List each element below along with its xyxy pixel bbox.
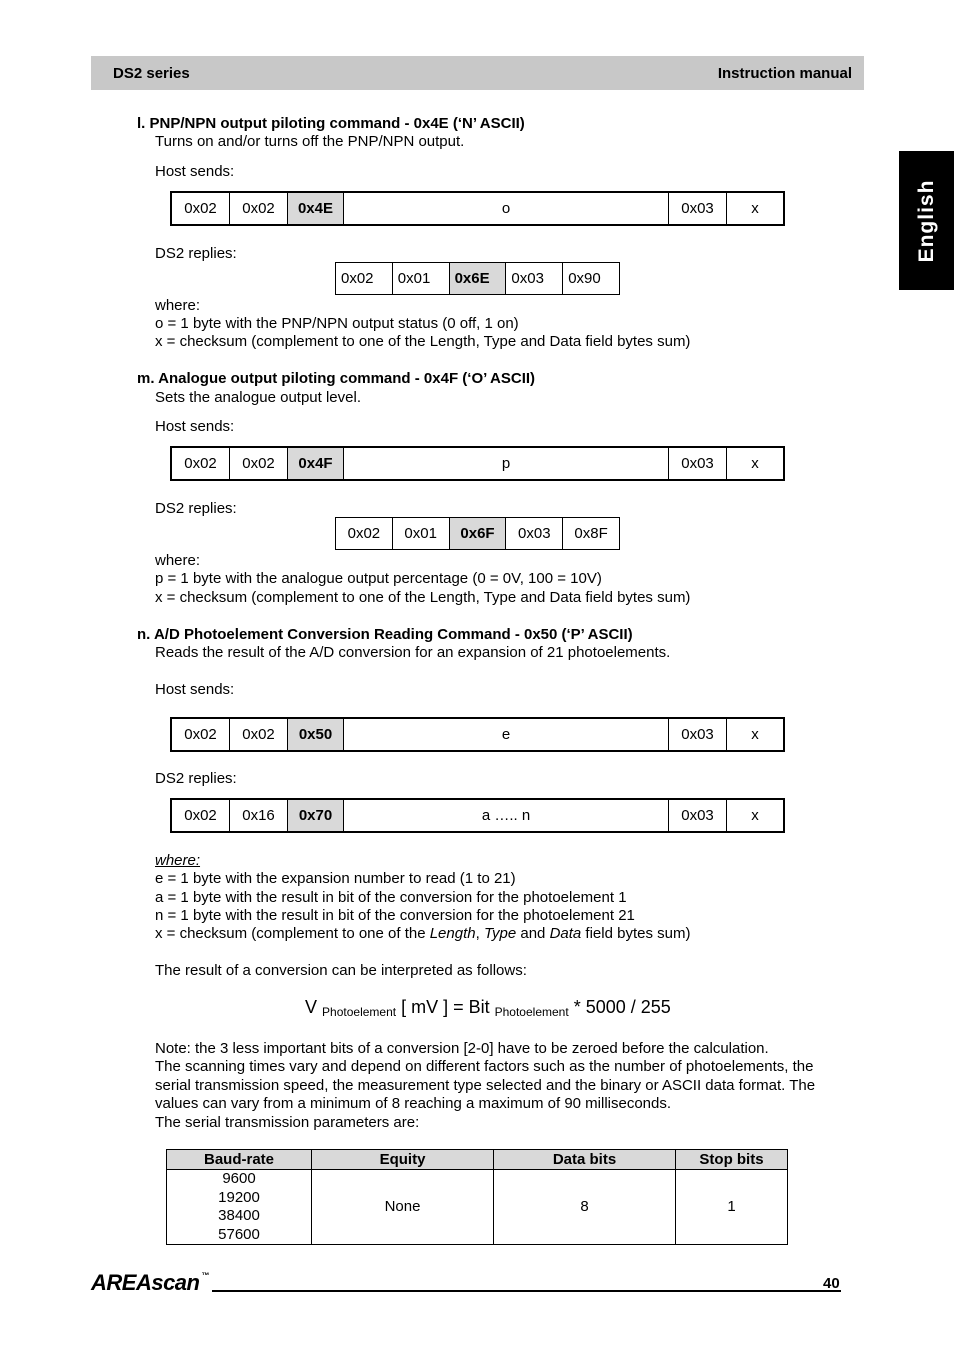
frame-byte: 0x16 bbox=[230, 799, 288, 832]
section-m-line: x = checksum (complement to one of the Length, Type and Data field bytes sum) bbox=[155, 589, 691, 606]
frame-checksum: x bbox=[727, 718, 785, 751]
section-l-title: l. PNP/NPN output piloting command - 0x4E (‘N’ ASCII) bbox=[137, 115, 525, 132]
serial-parameters-table bbox=[166, 1149, 788, 1245]
note-line: The serial transmission parameters are: bbox=[155, 1114, 420, 1131]
frame-data-field: e bbox=[344, 718, 669, 751]
section-m-line: p = 1 byte with the analogue output percentage (0 = 0V, 100 = 10V) bbox=[155, 570, 602, 587]
frame-byte: 0x02 bbox=[230, 447, 288, 480]
frame-byte: 0x01 bbox=[392, 518, 449, 550]
equity-cell: None bbox=[312, 1170, 494, 1245]
frame-byte: 0x02 bbox=[171, 718, 230, 751]
stop-bits-cell: 1 bbox=[676, 1170, 788, 1245]
frame-byte: 0x02 bbox=[171, 192, 230, 225]
conversion-formula bbox=[305, 997, 671, 1019]
frame-byte: 0x02 bbox=[336, 263, 393, 295]
page-header bbox=[91, 56, 864, 90]
frame-byte: 0x02 bbox=[230, 192, 288, 225]
language-tab bbox=[899, 151, 954, 290]
areascan-logo bbox=[91, 1270, 209, 1296]
note-line: The scanning times vary and depend on different factors such as the number of photoelements, the bbox=[155, 1058, 814, 1075]
section-m-title: m. Analogue output piloting command - 0x4F (‘O’ ASCII) bbox=[137, 370, 536, 387]
text-italic: Length bbox=[429, 925, 476, 942]
frame-byte: 0x03 bbox=[669, 192, 727, 225]
formula-end: * 5000 / 255 bbox=[568, 997, 671, 1017]
frame-command-byte: 0x6F bbox=[449, 518, 506, 550]
section-n-checksum-line bbox=[155, 925, 690, 942]
section-l-host-frame bbox=[170, 191, 785, 226]
section-n-reply-frame bbox=[170, 798, 785, 833]
section-l-reply-label: DS2 replies: bbox=[155, 245, 237, 262]
frame-checksum: x bbox=[727, 447, 785, 480]
section-n-host-frame bbox=[170, 717, 785, 752]
section-l-desc: Turns on and/or turns off the PNP/NPN output. bbox=[155, 133, 465, 150]
baud-rates-cell bbox=[167, 1170, 312, 1245]
frame-checksum: x bbox=[727, 799, 785, 832]
section-m-host-label: Host sends: bbox=[155, 418, 235, 435]
section-n-title: n. A/D Photoelement Conversion Reading Command - 0x50 (‘P’ ASCII) bbox=[137, 626, 633, 643]
frame-command-byte: 0x4E bbox=[288, 192, 344, 225]
language-tab-label: English bbox=[914, 179, 938, 262]
result-intro: The result of a conversion can be interpreted as follows: bbox=[155, 962, 527, 979]
column-header: Equity bbox=[312, 1150, 494, 1170]
frame-byte: 0x02 bbox=[171, 799, 230, 832]
frame-command-byte: 0x70 bbox=[288, 799, 344, 832]
frame-byte: 0x02 bbox=[171, 447, 230, 480]
data-bits-cell: 8 bbox=[494, 1170, 676, 1245]
section-m-where: where: bbox=[155, 552, 201, 569]
section-n-host-label: Host sends: bbox=[155, 681, 235, 698]
text-italic: Type bbox=[483, 925, 517, 942]
frame-byte: 0x03 bbox=[669, 718, 727, 751]
frame-command-byte: 0x4F bbox=[288, 447, 344, 480]
section-m-reply-label: DS2 replies: bbox=[155, 500, 237, 517]
section-l-reply-frame bbox=[335, 262, 620, 295]
baud-rate: 19200 bbox=[218, 1188, 260, 1206]
section-n-line: n = 1 byte with the result in bit of the conversion for the photoelement 21 bbox=[155, 907, 635, 924]
frame-command-byte: 0x6E bbox=[449, 263, 506, 295]
logo-text: AREAscan bbox=[91, 1270, 200, 1295]
text-part: field bytes sum) bbox=[581, 925, 691, 942]
column-header: Baud-rate bbox=[167, 1150, 312, 1170]
note-line: values can vary from a minimum of 8 reaching a maximum of 90 milliseconds. bbox=[155, 1095, 672, 1112]
section-m-host-frame bbox=[170, 446, 785, 481]
baud-rate: 57600 bbox=[218, 1225, 260, 1243]
frame-byte: 0x03 bbox=[506, 263, 563, 295]
baud-rate: 9600 bbox=[222, 1170, 256, 1187]
note-line: Note: the 3 less important bits of a conversion [2-0] have to be zeroed before the calculation. bbox=[155, 1040, 769, 1057]
section-n-desc: Reads the result of the A/D conversion for an expansion of 21 photoelements. bbox=[155, 644, 671, 661]
frame-byte: 0x02 bbox=[336, 518, 393, 550]
section-m-desc: Sets the analogue output level. bbox=[155, 389, 361, 406]
note-line: serial transmission speed, the measurement type selected and the binary or ASCII data format. The bbox=[155, 1077, 816, 1094]
frame-byte: 0x02 bbox=[230, 718, 288, 751]
section-n-where: where: bbox=[155, 852, 201, 869]
column-header: Data bits bbox=[494, 1150, 676, 1170]
trademark: ™ bbox=[201, 1271, 209, 1280]
header-manual: Instruction manual bbox=[717, 65, 852, 82]
frame-byte: 0x03 bbox=[669, 799, 727, 832]
text-italic: Data bbox=[549, 925, 582, 942]
footer-rule bbox=[212, 1290, 841, 1292]
formula-mid: [ mV ] = Bit bbox=[396, 997, 495, 1017]
header-series: DS2 series bbox=[113, 65, 190, 82]
frame-checksum: 0x90 bbox=[563, 263, 620, 295]
frame-checksum: x bbox=[727, 192, 785, 225]
frame-byte: 0x03 bbox=[669, 447, 727, 480]
section-l-line: o = 1 byte with the PNP/NPN output status (0 off, 1 on) bbox=[155, 315, 519, 332]
text-part: x = checksum (complement to one of the bbox=[155, 925, 430, 942]
formula-subscript: Photoelement bbox=[322, 1005, 397, 1019]
page-number: 40 bbox=[823, 1275, 840, 1292]
section-l-line: x = checksum (complement to one of the Length, Type and Data field bytes sum) bbox=[155, 333, 691, 350]
section-n-reply-label: DS2 replies: bbox=[155, 770, 237, 787]
text-part: , bbox=[475, 925, 484, 942]
frame-data-field: a ….. n bbox=[344, 799, 669, 832]
frame-byte: 0x03 bbox=[506, 518, 563, 550]
formula-subscript: Photoelement bbox=[494, 1005, 569, 1019]
section-l-where: where: bbox=[155, 297, 201, 314]
frame-command-byte: 0x50 bbox=[288, 718, 344, 751]
section-l-host-label: Host sends: bbox=[155, 163, 235, 180]
section-n-line: a = 1 byte with the result in bit of the conversion for the photoelement 1 bbox=[155, 889, 627, 906]
baud-rate: 38400 bbox=[218, 1207, 260, 1224]
column-header: Stop bits bbox=[676, 1150, 788, 1170]
section-n-line: e = 1 byte with the expansion number to read (1 to 21) bbox=[155, 870, 516, 887]
frame-byte: 0x01 bbox=[392, 263, 449, 295]
frame-data-field: o bbox=[344, 192, 669, 225]
formula-v: V bbox=[305, 997, 318, 1017]
frame-data-field: p bbox=[344, 447, 669, 480]
text-part: and bbox=[516, 925, 550, 942]
section-m-reply-frame bbox=[335, 517, 620, 550]
frame-checksum: 0x8F bbox=[563, 518, 620, 550]
